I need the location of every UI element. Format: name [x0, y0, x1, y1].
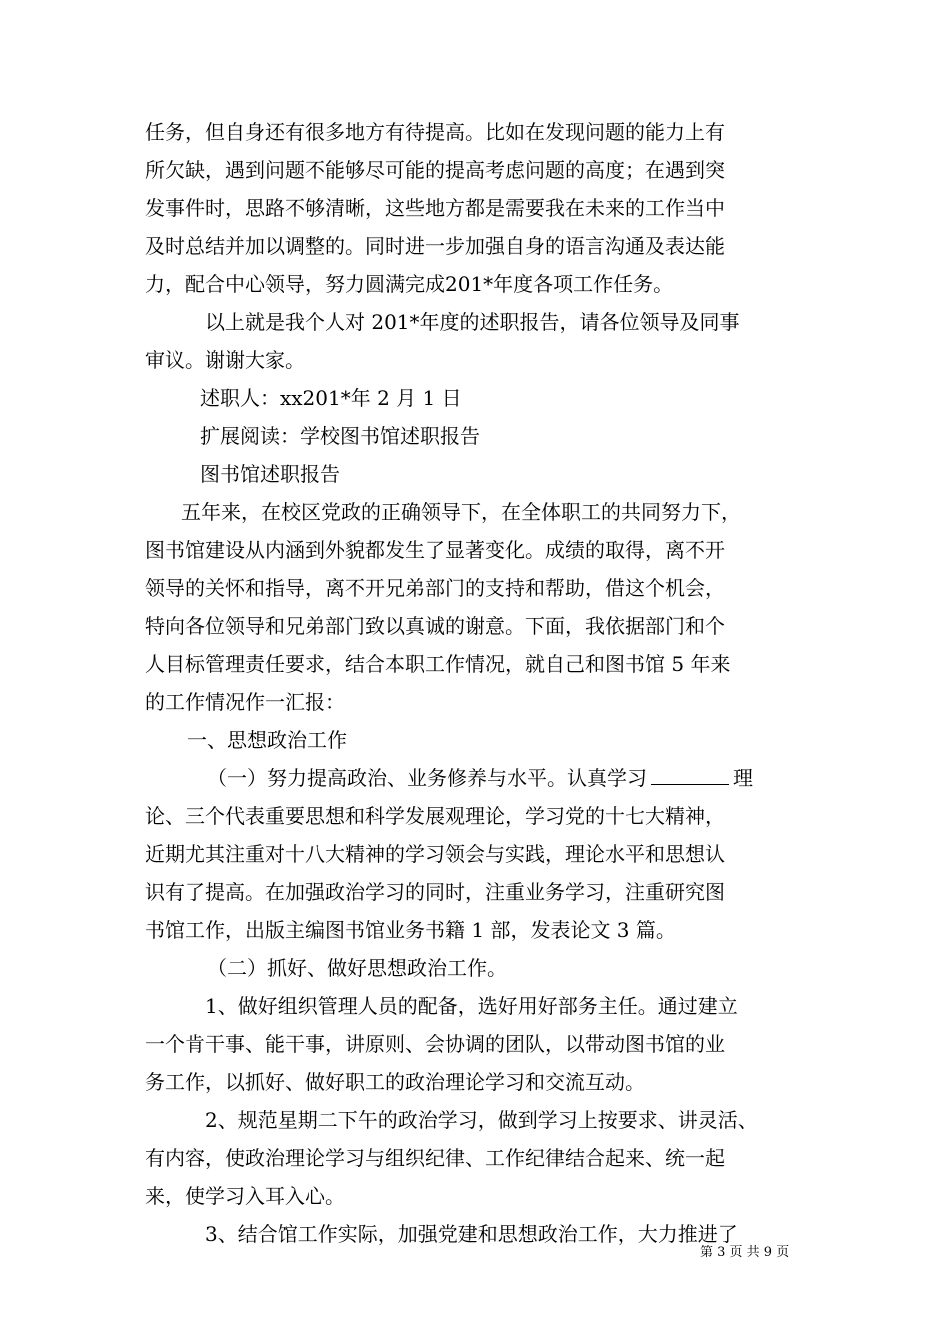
- text-line: 务工作，以抓好、做好职工的政治理论学习和交流互动。: [145, 1070, 645, 1094]
- text-segment: （一）努力提高政治、业务修养与水平。认真学习: [207, 766, 647, 790]
- text-line: 一个肯干事、能干事，讲原则、会协调的团队，以带动图书馆的业: [145, 1032, 725, 1056]
- signature-line: 述职人：xx201*年 2 月 1 日: [200, 386, 462, 410]
- text-line: 特向各位领导和兄弟部门致以真诚的谢意。下面，我依据部门和个: [145, 614, 725, 638]
- subsection-heading: （二）抓好、做好思想政治工作。: [207, 956, 507, 980]
- page-number: 第 3 页 共 9 页: [700, 1245, 790, 1260]
- text-line: 书馆工作，出版主编图书馆业务书籍 1 部，发表论文 3 篇。: [145, 918, 676, 942]
- text-line: 发事件时，思路不够清晰，这些地方都是需要我在未来的工作当中: [145, 196, 725, 220]
- section-heading: 一、思想政治工作: [187, 728, 347, 752]
- text-line: 近期尤其注重对十八大精神的学习领会与实践，理论水平和思想认: [145, 842, 725, 866]
- document-body: [145, 113, 817, 1253]
- text-line: 任务，但自身还有很多地方有待提高。比如在发现问题的能力上有: [145, 120, 725, 144]
- text-line: 3、结合馆工作实际，加强党建和思想政治工作，大力推进了: [205, 1222, 738, 1246]
- text-line: 有内容，使政治理论学习与组织纪律、工作纪律结合起来、统一起: [145, 1146, 725, 1170]
- text-line: 五年来，在校区党政的正确领导下，在全体职工的共同努力下，: [181, 500, 741, 524]
- text-line-with-blank: [145, 759, 817, 797]
- text-line: 的工作情况作一汇报：: [145, 690, 345, 714]
- text-line: 人目标管理责任要求，结合本职工作情况，就自己和图书馆 5 年来: [145, 652, 731, 676]
- text-line: 图书馆建设从内涵到外貌都发生了显著变化。成绩的取得，离不开: [145, 538, 725, 562]
- extended-reading-line: 扩展阅读：学校图书馆述职报告: [200, 424, 480, 448]
- text-line: 领导的关怀和指导，离不开兄弟部门的支持和帮助，借这个机会，: [145, 576, 725, 600]
- text-line: 2、规范星期二下午的政治学习，做到学习上按要求、讲灵活、: [205, 1108, 758, 1132]
- text-line: 以上就是我个人对 201*年度的述职报告，请各位领导及同事: [205, 310, 740, 334]
- text-line: 力，配合中心领导，努力圆满完成201*年度各项工作任务。: [145, 272, 674, 296]
- text-line: 及时总结并加以调整的。同时进一步加强自身的语言沟通及表达能: [145, 234, 725, 258]
- section-title: 图书馆述职报告: [200, 462, 340, 486]
- text-segment: 理: [733, 766, 753, 790]
- text-line: 来，使学习入耳入心。: [145, 1184, 345, 1208]
- blank-underline: [651, 766, 729, 785]
- text-line: 识有了提高。在加强政治学习的同时，注重业务学习，注重研究图: [145, 880, 725, 904]
- text-line: 所欠缺，遇到问题不能够尽可能的提高考虑问题的高度；在遇到突: [145, 158, 725, 182]
- text-line: 1、做好组织管理人员的配备，选好用好部务主任。通过建立: [205, 994, 738, 1018]
- text-line: 论、三个代表重要思想和科学发展观理论，学习党的十七大精神，: [145, 804, 725, 828]
- text-line: 审议。谢谢大家。: [145, 348, 305, 372]
